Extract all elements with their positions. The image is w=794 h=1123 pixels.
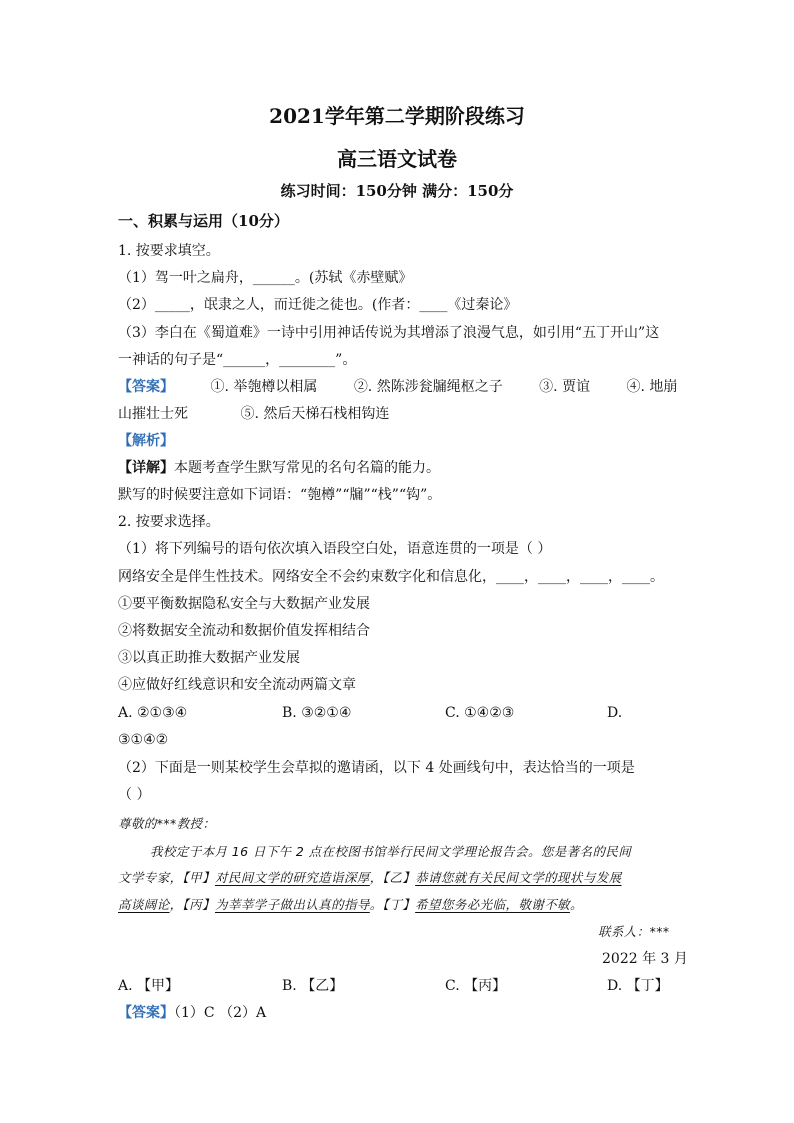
choice-d-content: ③①④② bbox=[118, 732, 169, 748]
choice-a: A. ②①③④ bbox=[118, 705, 188, 721]
letter-text: 文学专家，【甲】 bbox=[118, 870, 215, 885]
choice-c-2: C. 【丙】 bbox=[445, 978, 507, 994]
choice-a-2: A. 【甲】 bbox=[118, 978, 180, 994]
letter-date: 2022 年 3 月 bbox=[602, 951, 688, 967]
letter-text: 。【丁】 bbox=[369, 897, 416, 912]
choice-d: D. bbox=[607, 705, 623, 721]
detail-text: 本题考查学生默写常见的名句名篇的能力。 bbox=[174, 460, 440, 476]
underlined-phrase-jia: 对民间文学的研究造诣深厚 bbox=[214, 870, 370, 885]
letter-text: ，【丙】 bbox=[169, 897, 215, 912]
question-1-answer-cont bbox=[118, 405, 389, 423]
exam-title: 2021学年第二学期阶段练习 bbox=[269, 104, 525, 128]
answer-label: 【答案】 bbox=[118, 379, 174, 395]
answer-text: （1）C （2）A bbox=[174, 1005, 267, 1021]
question-2-passage: 网络安全是伴生性技术。网络安全不会约束数字化和信息化，____，____，____，____。 bbox=[118, 569, 664, 585]
choice-b-2: B. 【乙】 bbox=[282, 978, 344, 994]
detail-label: 【详解】 bbox=[118, 460, 174, 476]
section-heading: 一、积累与运用（10分） bbox=[118, 212, 289, 230]
question-1-prompt: 1. 按要求填空。 bbox=[118, 243, 220, 259]
underlined-phrase-bing: 为莘莘学子做出认真的指导 bbox=[214, 897, 370, 912]
answer-label: 【答案】 bbox=[118, 1005, 174, 1021]
answer-item: ④. 地崩 bbox=[626, 379, 678, 395]
question-1-answer bbox=[118, 378, 677, 396]
letter-line-2 bbox=[118, 869, 622, 887]
exam-subtitle: 高三语文试卷 bbox=[337, 147, 457, 171]
question-2-sub-2: （2）下面是一则某校学生会草拟的邀请函，以下 4 处画线句中，表达恰当的一项是 bbox=[118, 760, 635, 776]
question-2-sub-1: （1）将下列编号的语句依次填入语段空白处，语意连贯的一项是（ ） bbox=[118, 541, 552, 557]
question-2-sub-2-paren: （ ） bbox=[118, 787, 151, 803]
answer-item: ⑤. 然后天梯石栈相钩连 bbox=[240, 406, 390, 422]
question-1-item-1: （1）驾一叶之扁舟，______。(苏轼《赤壁赋》 bbox=[118, 270, 413, 286]
question-2-answer bbox=[118, 1004, 266, 1022]
letter-line-1: 我校定于本月 16 日下午 2 点在校图书馆举行民间文学理论报告会。您是著名的民间 bbox=[150, 844, 632, 859]
letter-salutation: 尊敬的***教授： bbox=[118, 816, 216, 831]
underlined-phrase-yi: 恭请您就有关民间文学的现状与发展 bbox=[415, 870, 622, 885]
answer-item: ①. 举匏樽以相属 bbox=[210, 379, 318, 395]
sentence-option: ①要平衡数据隐私安全与大数据产业发展 bbox=[118, 596, 370, 612]
letter-text: 。 bbox=[569, 897, 583, 912]
letter-contact: 联系人：*** bbox=[598, 924, 670, 939]
detail-line bbox=[118, 459, 440, 477]
question-1-item-3-line-1: （3）李白在《蜀道难》一诗中引用神话传说为其增添了浪漫气息，如引用“五丁开山”这 bbox=[118, 325, 660, 341]
answer-item: 山摧壮士死 bbox=[118, 406, 188, 422]
analysis-label: 【解析】 bbox=[118, 433, 174, 449]
underlined-phrase-yi-cont: 高谈阔论 bbox=[118, 897, 170, 912]
sentence-option: ③以真正助推大数据产业发展 bbox=[118, 650, 300, 666]
choice-c: C. ①④②③ bbox=[445, 705, 515, 721]
detail-note: 默写的时候要注意如下词语：“匏樽”“牖”“栈”“钩”。 bbox=[118, 487, 442, 503]
sentence-option: ②将数据安全流动和数据价值发挥相结合 bbox=[118, 623, 370, 639]
choice-d-2: D. 【丁】 bbox=[607, 978, 669, 994]
answer-item: ③. 贾谊 bbox=[539, 379, 591, 395]
underlined-phrase-ding: 希望您务必光临，敬谢不敏 bbox=[415, 897, 570, 912]
question-1-item-2: （2）_____，氓隶之人，而迁徙之徒也。(作者：____《过秦论》 bbox=[118, 297, 518, 313]
choice-b: B. ③②①④ bbox=[282, 705, 352, 721]
letter-line-3 bbox=[118, 896, 583, 914]
answer-item: ②. 然陈涉瓮牖绳枢之子 bbox=[353, 379, 503, 395]
exam-info: 练习时间：150分钟 满分：150分 bbox=[280, 182, 514, 200]
question-2-prompt: 2. 按要求选择。 bbox=[118, 514, 220, 530]
sentence-option: ④应做好红线意识和安全流动两篇文章 bbox=[118, 677, 356, 693]
question-1-item-3-line-2: 一神话的句子是“______，________”。 bbox=[118, 352, 357, 368]
letter-text: ，【乙】 bbox=[369, 870, 416, 885]
